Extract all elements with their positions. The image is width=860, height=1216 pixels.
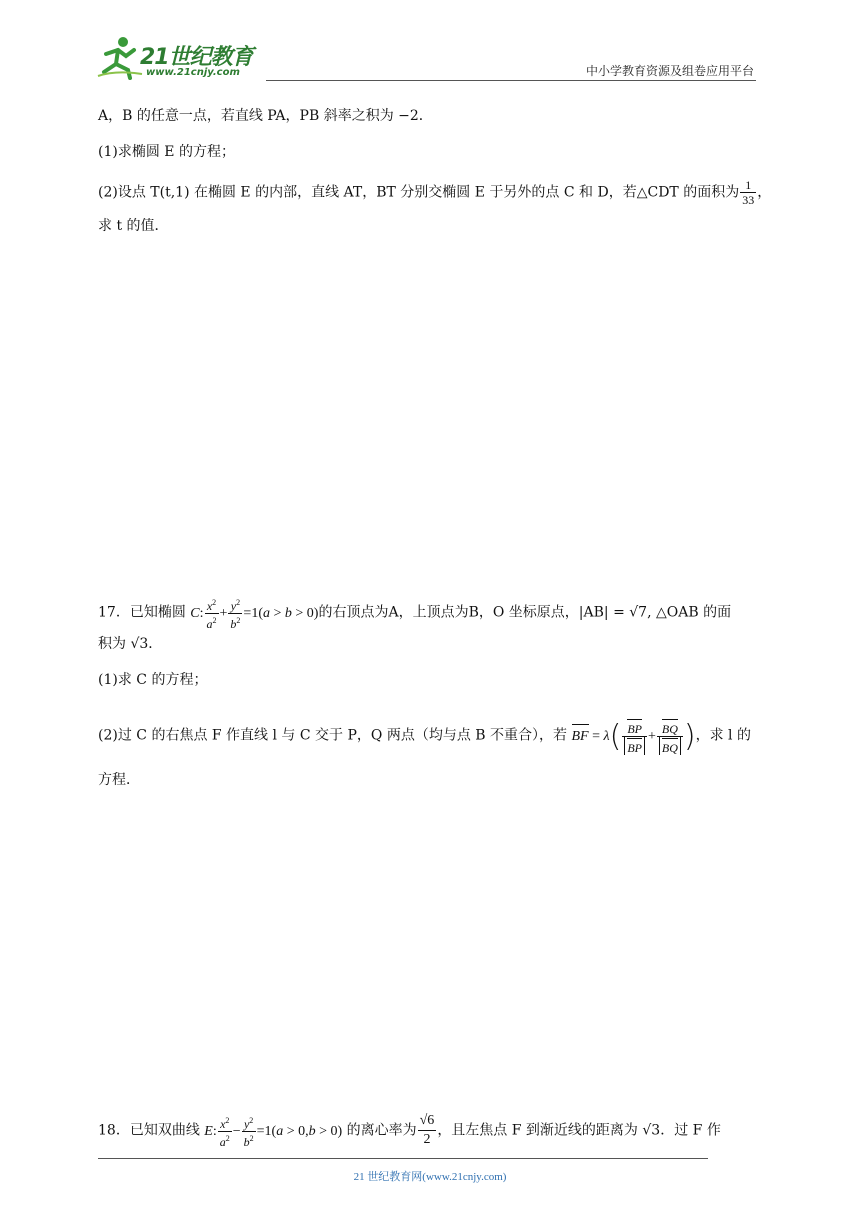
- ellipse-equation: C: $\frac{x^2}{a^2}$ + $\frac{y^2}{b^2}$ =1(a > b > 0): [190, 598, 319, 631]
- q16-part2-text: (2)设点 T(t,1) 在椭圆 E 的内部，直线 AT，BT 分别交椭圆 E 于另外的点 C 和 D，若△CDT 的面积为: [98, 184, 740, 201]
- q16-part2-cont: 求 t 的值．: [98, 218, 169, 234]
- vector-equation: BF = λ( $\frac{BP}{BP}$ + $\frac{BQ}{BQ}$ ): [571, 718, 696, 755]
- logo-url: www.21cnjy.com: [146, 67, 240, 78]
- q16-part2: (2)设点 T(t,1) 在椭圆 E 的内部，直线 AT，BT 分别交椭圆 E 于另外的点 C 和 D，若△CDT 的面积为 $\frac{1}{33}$ ，: [98, 178, 772, 207]
- footer-text: 21 世纪教育网(www.21cnjy.com): [353, 1171, 507, 1183]
- q17-part1: (1)求 C 的方程；: [98, 672, 208, 688]
- q18-number: 18．: [98, 1122, 130, 1139]
- hyperbola-equation: E: $\frac{x^2}{a^2}$ − $\frac{y^2}{b^2}$ =1(a > 0,b > 0): [204, 1115, 343, 1149]
- q16-line1: A，B 的任意一点，若直线 PA，PB 斜率之积为 −2．: [98, 108, 433, 124]
- q18-line1: 18．已知双曲线 E: $\frac{x^2}{a^2}$ − $\frac{y^2}{b^2}$ =1(a > 0,b > 0) 的离心率为 $\frac{√6}{2}$ ，且左焦点 F 到渐近线的距离为 √3．过 F 作: [98, 1113, 721, 1149]
- q17-line1: 17．已知椭圆 C: $\frac{x^2}{a^2}$ + $\frac{y^2}{b^2}$ =1(a > b > 0)的右顶点为A，上顶点为B，O 坐标原点，|AB| = √7, △OAB 的面: [98, 598, 732, 631]
- q16-part1: (1)求椭圆 E 的方程；: [98, 144, 235, 160]
- q16-area-fraction: $\frac{1}{33}$: [742, 178, 755, 207]
- logo-text: 21世纪教育: [140, 45, 253, 70]
- platform-name: 中小学教育资源及组卷应用平台: [585, 64, 754, 78]
- footer-rule: [98, 1158, 708, 1159]
- q17-part2-cont: 方程．: [98, 772, 140, 788]
- q17-line2: 积为 √3．: [98, 636, 163, 652]
- eccentricity-fraction: $\frac{√6}{2}$: [419, 1113, 435, 1147]
- header-logo: [96, 36, 266, 82]
- q17-number: 17．: [98, 604, 130, 621]
- q17-part2: (2)过 C 的右焦点 F 作直线 l 与 C 交于 P，Q 两点（均与点 B 不重合），若 BF = λ( $\frac{BP}{BP}$ + $\frac{BQ}{BQ}$ )，求 l 的: [98, 718, 751, 755]
- runner-logo-icon: [96, 36, 144, 80]
- header-rule: [266, 80, 756, 81]
